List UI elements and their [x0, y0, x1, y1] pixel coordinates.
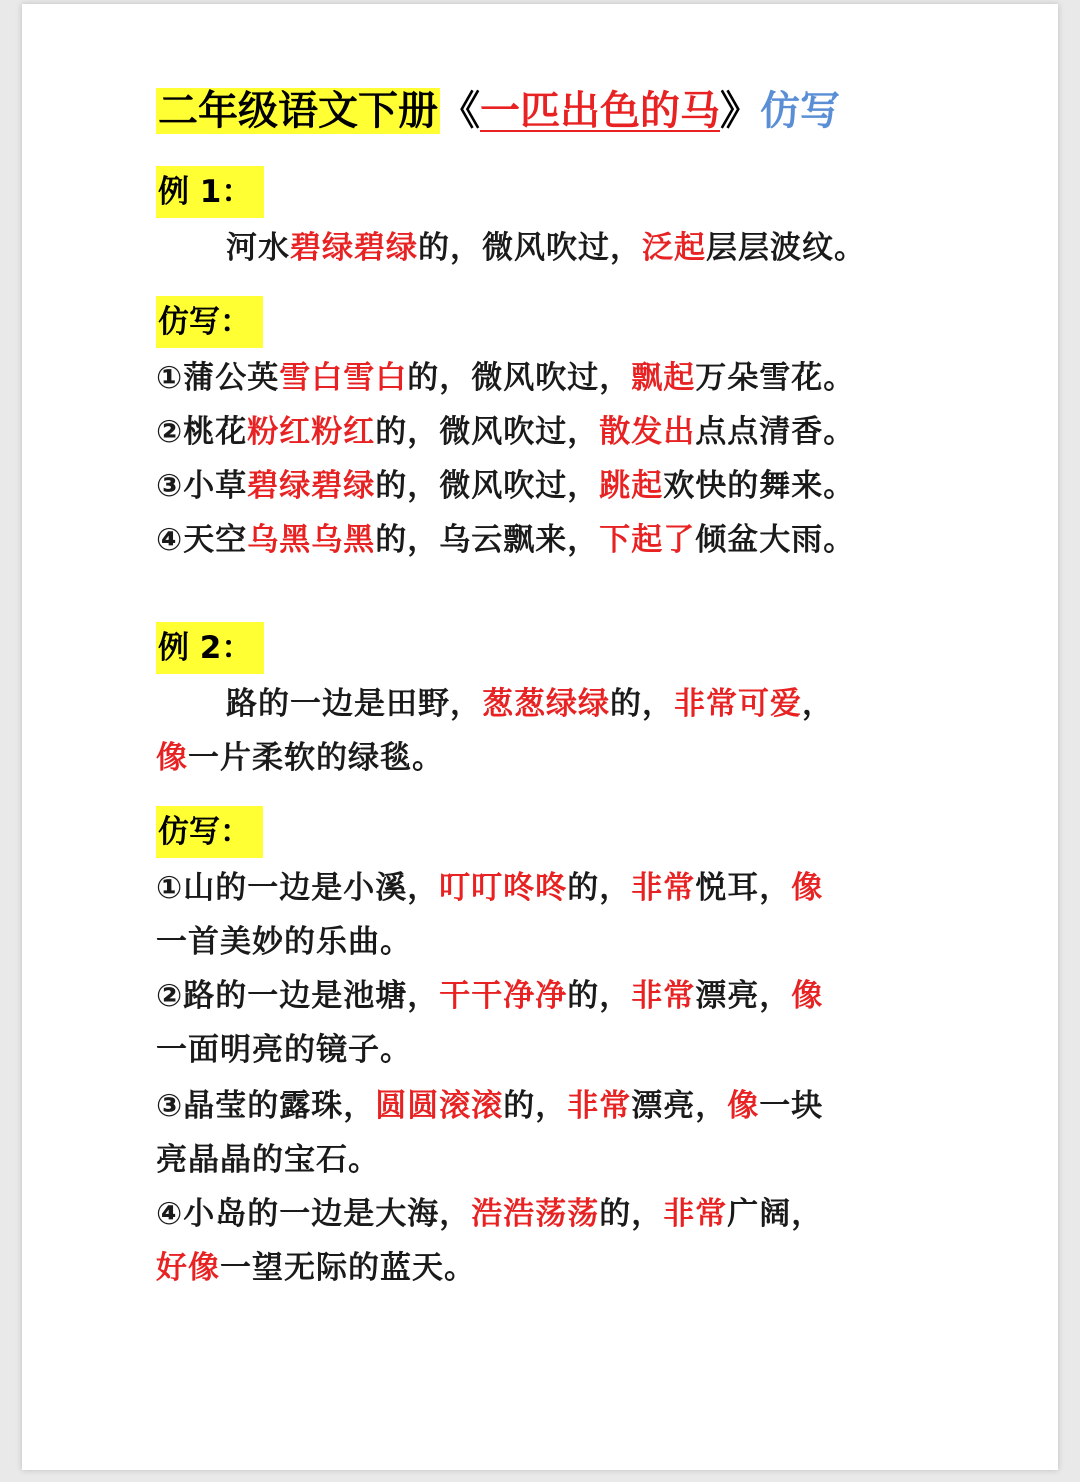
- text-plain: 的，: [503, 1088, 568, 1124]
- imitate-1-item-1: [156, 356, 855, 400]
- imitate-1-item-4: [156, 518, 855, 562]
- example-2-label: 例 2：: [156, 622, 264, 674]
- text-red: 碧绿碧绿: [247, 468, 376, 504]
- text-red: 非常可爱: [674, 686, 802, 722]
- imitate-2-item-4-line-2: [156, 1246, 476, 1290]
- title-close-bracket: 》: [720, 88, 760, 134]
- text-red: 叮叮咚咚: [439, 870, 568, 906]
- text-plain: 的，乌云飘来，: [375, 522, 600, 558]
- text-plain: 一块: [759, 1088, 824, 1124]
- text-plain: 广阔，: [727, 1196, 824, 1232]
- text-red: 非常: [631, 978, 696, 1014]
- text-plain: ③晶莹的露珠，: [156, 1088, 376, 1124]
- text-red: 飘起: [631, 360, 696, 396]
- text-plain: 的，微风吹过，: [418, 230, 642, 266]
- page-title: [156, 80, 840, 142]
- imitate-2-item-1-line-1: [156, 866, 823, 910]
- text-red: 浩浩荡荡: [471, 1196, 600, 1232]
- text-plain: ②桃花: [156, 414, 248, 450]
- title-suffix: 仿写: [760, 88, 840, 134]
- imitate-2-item-3-line-1: [156, 1084, 823, 1128]
- text-plain: 漂亮，: [695, 978, 792, 1014]
- text-plain: ②路的一边是池塘，: [156, 978, 440, 1014]
- text-plain: 欢快的舞来。: [663, 468, 856, 504]
- text-red: 像: [727, 1088, 760, 1124]
- text-plain: 路的一边是田野，: [226, 686, 482, 722]
- text-red: 圆圆滚滚: [375, 1088, 504, 1124]
- text-red: 下起了: [599, 522, 696, 558]
- text-plain: ①蒲公英: [156, 360, 280, 396]
- imitate-2-item-4-line-1: [156, 1192, 823, 1236]
- imitate-1-item-3: [156, 464, 855, 508]
- text-plain: 的，: [599, 1196, 664, 1232]
- text-red: 非常: [663, 1196, 728, 1232]
- example-1-sentence: [226, 226, 866, 270]
- text-plain: 的，: [610, 686, 674, 722]
- text-plain: 倾盆大雨。: [695, 522, 856, 558]
- text-plain: 万朵雪花。: [695, 360, 856, 396]
- text-plain: 的，微风吹过，: [375, 468, 600, 504]
- text-plain: 河水: [226, 230, 290, 266]
- text-red: 非常: [631, 870, 696, 906]
- text-red: 碧绿碧绿: [290, 230, 418, 266]
- text-red: 泛起: [642, 230, 706, 266]
- text-red: 粉红粉红: [247, 414, 376, 450]
- example-1-label: 例 1：: [156, 166, 264, 218]
- text-red: 像: [791, 978, 824, 1014]
- text-plain: 的，: [567, 978, 632, 1014]
- title-grade: 二年级语文下册: [158, 88, 438, 134]
- text-red: 像: [791, 870, 824, 906]
- title-open-bracket: 《: [440, 88, 480, 134]
- imitate-2-item-3-line-2: 亮晶晶的宝石。: [156, 1142, 380, 1178]
- imitate-2-item-2-line-1: [156, 974, 823, 1018]
- text-plain: ④天空: [156, 522, 248, 558]
- example-2-line-2: [156, 736, 444, 780]
- text-plain: ，: [802, 686, 834, 722]
- text-plain: 层层波纹。: [706, 230, 866, 266]
- text-red: 散发出: [599, 414, 696, 450]
- text-red: 干干净净: [439, 978, 568, 1014]
- text-plain: 一望无际的蓝天。: [220, 1250, 476, 1286]
- text-plain: 的，微风吹过，: [375, 414, 600, 450]
- text-plain: ③小草: [156, 468, 248, 504]
- title-book-name: 一匹出色的马: [480, 88, 720, 134]
- text-plain: 的，: [567, 870, 632, 906]
- imitate-1-item-2: [156, 410, 855, 454]
- text-plain: ①山的一边是小溪，: [156, 870, 440, 906]
- imitate-1-label: 仿写：: [156, 296, 263, 348]
- text-red: 乌黑乌黑: [247, 522, 376, 558]
- imitate-2-item-2-line-2: 一面明亮的镜子。: [156, 1032, 412, 1068]
- text-plain: 漂亮，: [631, 1088, 728, 1124]
- imitate-2-item-1-line-2: 一首美妙的乐曲。: [156, 924, 412, 960]
- text-plain: 一片柔软的绿毯。: [188, 740, 444, 776]
- text-plain: 悦耳，: [695, 870, 792, 906]
- text-red: 好像: [156, 1250, 220, 1286]
- text-red: 葱葱绿绿: [482, 686, 610, 722]
- example-2-line-1: [226, 682, 834, 726]
- text-red: 非常: [567, 1088, 632, 1124]
- text-plain: 的，微风吹过，: [407, 360, 632, 396]
- text-red: 像: [156, 740, 188, 776]
- text-red: 雪白雪白: [279, 360, 408, 396]
- text-plain: 点点清香。: [695, 414, 856, 450]
- text-plain: ④小岛的一边是大海，: [156, 1196, 472, 1232]
- text-red: 跳起: [599, 468, 664, 504]
- imitate-2-label: 仿写：: [156, 806, 263, 858]
